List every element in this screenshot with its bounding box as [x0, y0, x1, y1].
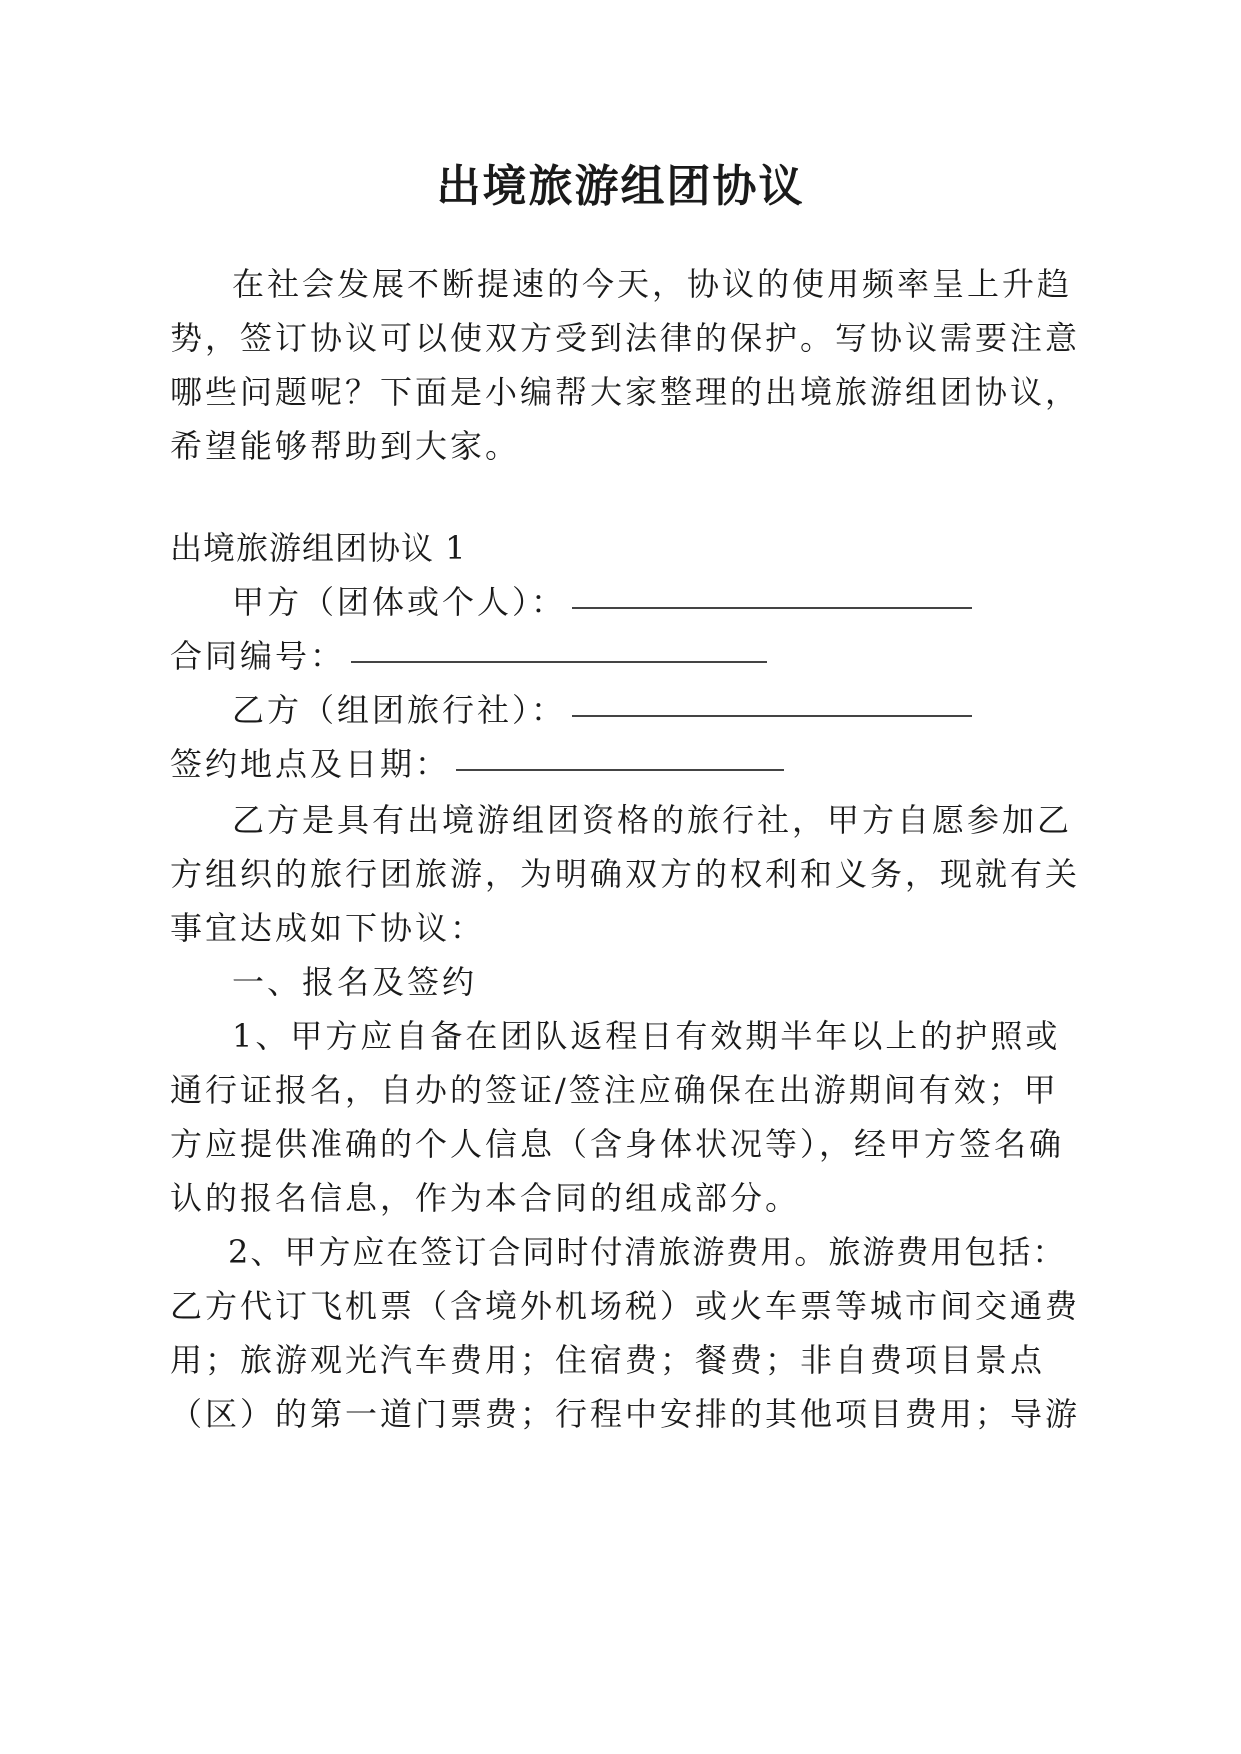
clause-2-line-1: 2、甲方应在签订合同时付清旅游费用。旅游费用包括：	[228, 1233, 1067, 1271]
sign-place-date-blank	[456, 769, 784, 771]
contract-no-field	[170, 626, 767, 686]
preamble-line-2: 方组织的旅行团旅游，为明确双方的权利和义务，现就有关	[170, 855, 1081, 893]
intro-line-3: 哪些问题呢？下面是小编帮大家整理的出境旅游组团协议，	[170, 373, 1081, 411]
sign-place-date-label: 签约地点及日期：	[170, 745, 451, 783]
intro-line-1: 在社会发展不断提速的今天，协议的使用频率呈上升趋	[232, 265, 1073, 303]
clause-2-line-4: （区）的第一道门票费；行程中安排的其他项目费用；导游	[170, 1395, 1081, 1433]
clause-1-line-3: 方应提供准确的个人信息（含身体状况等），经甲方签名确	[170, 1125, 1065, 1163]
party-b-field	[232, 680, 972, 740]
clause-2-line-3: 用；旅游观光汽车费用；住宿费；餐费；非自费项目景点	[170, 1341, 1046, 1379]
preamble-line-1: 乙方是具有出境游组团资格的旅行社，甲方自愿参加乙	[232, 801, 1073, 839]
party-b-blank	[572, 715, 972, 717]
sign-place-date-field	[170, 734, 784, 794]
intro-line-2: 势，签订协议可以使双方受到法律的保护。写协议需要注意	[170, 319, 1081, 357]
clause-1-line-4: 认的报名信息，作为本合同的组成部分。	[170, 1179, 801, 1217]
chapter-1-heading: 一、报名及签约	[232, 963, 478, 1001]
preamble-line-3: 事宜达成如下协议：	[170, 909, 486, 947]
party-b-label: 乙方（组团旅行社）：	[232, 691, 567, 729]
clause-1-line-2: 通行证报名，自办的签证/签注应确保在出游期间有效；甲	[170, 1071, 1059, 1109]
clause-1-line-1: 1、甲方应自备在团队返程日有效期半年以上的护照或	[232, 1017, 1061, 1055]
party-a-field	[232, 572, 972, 632]
party-a-blank	[572, 607, 972, 609]
party-a-label: 甲方（团体或个人）：	[232, 583, 567, 621]
contract-no-label: 合同编号：	[170, 637, 346, 675]
clause-2-line-2: 乙方代订飞机票（含境外机场税）或火车票等城市间交通费	[170, 1287, 1081, 1325]
document-title: 出境旅游组团协议	[436, 161, 805, 212]
intro-line-4: 希望能够帮助到大家。	[170, 427, 521, 465]
contract-no-blank	[351, 661, 767, 663]
section-heading: 出境旅游组团协议 1	[170, 529, 467, 567]
